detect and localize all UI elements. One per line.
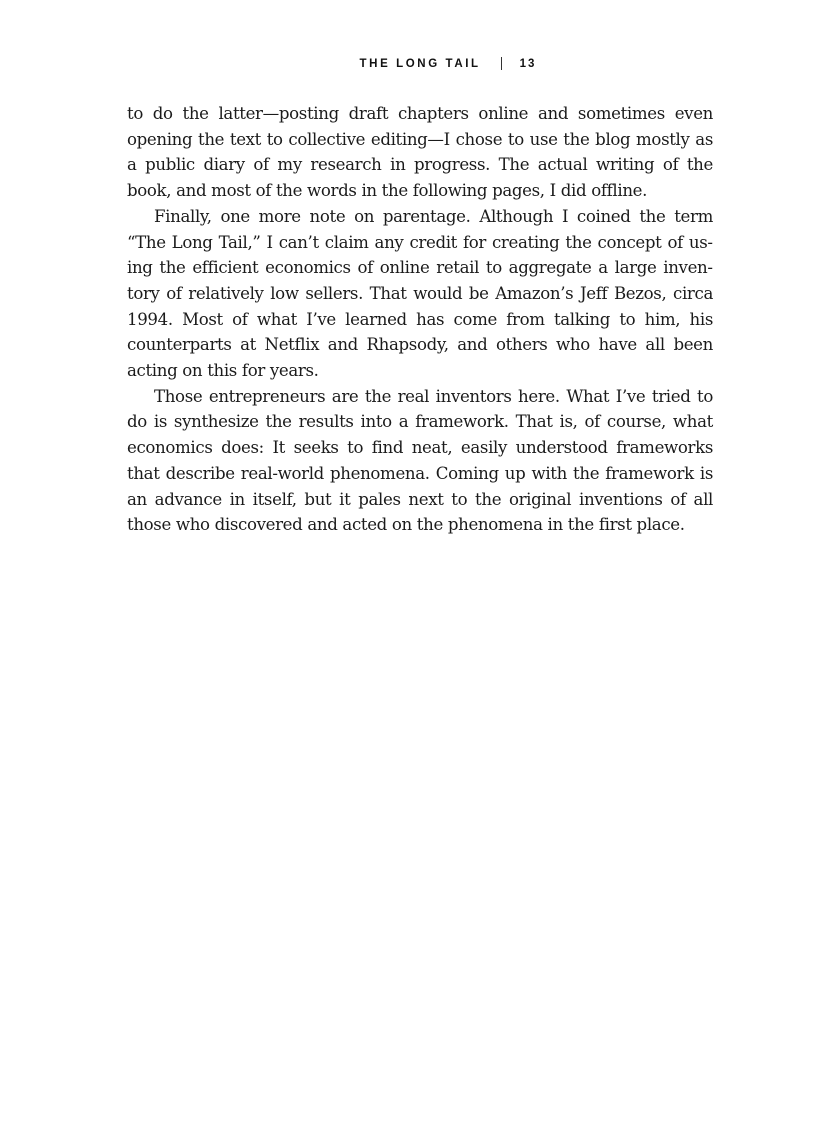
page-number: 13 xyxy=(519,57,537,70)
paragraph-parentage: Finally, one more note on parentage. Although I coined the term “The Long Tail,” I can’t claim any credit for creating the concept of using the efficient economics of online retail to aggregate a large inventory of relatively low sellers. That would be Amazon’s Jeff Bezos, circa 1994. Most of what I’ve learned has come from talking to him, his counterparts at Netflix and Rhapsody, and others who have all been acting on this for years. xyxy=(127,206,713,381)
running-head xyxy=(0,57,816,70)
paragraph-entrepreneurs: Those entrepreneurs are the real inventors here. What I’ve tried to do is synthesize the results into a framework. That is, of course, what economics does: It seeks to find neat, easily understood frameworks that describe real-world phenomena. Coming up with the framework is an advance in itself, but it pales next to the original inventions of all those who discovered and acted on the phenomena in the first place. xyxy=(127,386,713,535)
running-head-title: THE LONG TAIL xyxy=(359,57,481,70)
body-text xyxy=(127,101,713,538)
paragraph-continued: to do the latter—posting draft chapters online and sometimes even opening the text to collective editing—I chose to use the blog mostly as a public diary of my research in progress. The actual writing of the book, and most of the words in the following pages, I did offline. xyxy=(127,104,713,201)
running-head-divider xyxy=(501,57,502,70)
